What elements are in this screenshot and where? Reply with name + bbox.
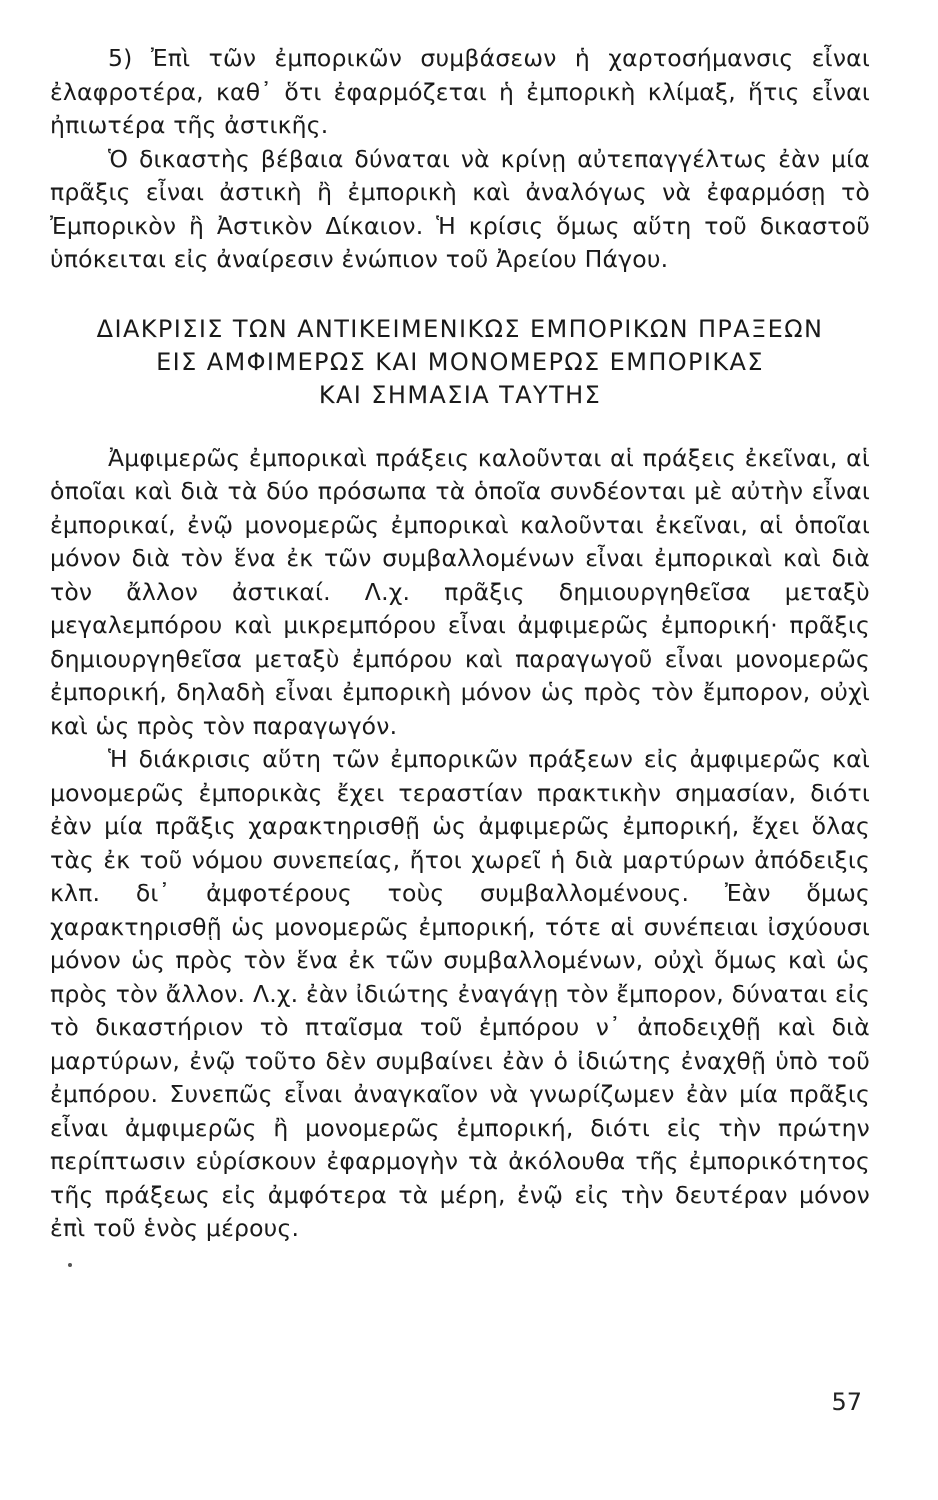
body-paragraph-1: Ἀμφιμερῶς ἐμπορικαὶ πράξεις καλοῦνται αἱ πράξεις ἐκεῖναι, αἱ ὁποῖαι καὶ διὰ τὰ δύο πρόσωπα τὰ ὁποῖα συνδέονται μὲ αὐτὴν εἶναι ἐμπορικαί, ἐνῷ μονομερῶς ἐμπορικαὶ καλοῦνται ἐκεῖναι, αἱ ὁποῖαι μόνον διὰ τὸν ἕνα ἐκ τῶν συμβαλλομένων εἶναι ἐμπορικαὶ καὶ διὰ τὸν ἄλλον ἀστικαί. Λ.χ. πρᾶξις δημιουργηθεῖσα μεταξὺ μεγαλεμπόρου καὶ μικρεμπόρου εἶναι ἀμφιμερῶς ἐμπορική· πρᾶξις δημιουργηθεῖσα μεταξὺ ἐμπόρου καὶ παραγωγοῦ εἶναι μονομερῶς ἐμπορική, δηλαδὴ εἶναι ἐμπορικὴ μόνον ὡς πρὸς τὸν ἔμπορον, οὐχὶ καὶ ὡς πρὸς τὸν παραγωγόν. <box>50 443 870 740</box>
page-number: 57 <box>831 1388 862 1416</box>
section-heading <box>50 313 870 412</box>
section-heading-line-2: ΕΙΣ ΑΜΦΙΜΕΡΩΣ ΚΑΙ ΜΟΝΟΜΕΡΩΣ ΕΜΠΟΡΙΚΑΣ <box>156 347 764 376</box>
ink-speck <box>68 1263 72 1267</box>
intro-paragraph-1: 5) Ἐπὶ τῶν ἐμπορικῶν συμβάσεων ἡ χαρτοσήμανσις εἶναι ἐλαφροτέρα, καθ᾿ ὅτι ἐφαρμόζεται ἡ ἐμπορικὴ κλίμαξ, ἥτις εἶναι ἠπιωτέρα τῆς ἀστικῆς. <box>50 44 870 139</box>
section-heading-line-3: ΚΑΙ ΣΗΜΑΣΙΑ ΤΑΥΤΗΣ <box>318 380 602 409</box>
section-heading-line-1: ΔΙΑΚΡΙΣΙΣ ΤΩΝ ΑΝΤΙΚΕΙΜΕΝΙΚΩΣ ΕΜΠΟΡΙΚΩΝ ΠΡΑΞΕΩΝ <box>96 314 824 343</box>
book-page <box>50 42 870 1482</box>
intro-paragraph-2: Ὁ δικαστὴς βέβαια δύναται νὰ κρίνῃ αὐτεπαγγέλτως ἐὰν μία πρᾶξις εἶναι ἀστικὴ ἢ ἐμπορικὴ καὶ ἀναλόγως νὰ ἐφαρμόσῃ τὸ Ἐμπορικὸν ἢ Ἀστικὸν Δίκαιον. Ἡ κρίσις ὅμως αὕτη τοῦ δικαστοῦ ὑπόκειται εἰς ἀναίρεσιν ἐνώπιον τοῦ Ἀρείου Πάγου. <box>50 144 870 273</box>
body-paragraph-2: Ἡ διάκρισις αὕτη τῶν ἐμπορικῶν πράξεων εἰς ἀμφιμερῶς καὶ μονομερῶς ἐμπορικὰς ἔχει τεραστίαν πρακτικὴν σημασίαν, διότι ἐὰν μία πρᾶξις χαρακτηρισθῇ ὡς ἀμφιμερῶς ἐμπορική, ἔχει ὅλας τὰς ἐκ τοῦ νόμου συνεπείας, ἤτοι χωρεῖ ἡ διὰ μαρτύρων ἀπόδειξις κλπ. δι᾿ ἀμφοτέρους τοὺς συμβαλλομένους. Ἐὰν ὅμως χαρακτηρισθῇ ὡς μονομερῶς ἐμπορική, τότε αἱ συνέπειαι ἰσχύουσι μόνον ὡς πρὸς τὸν ἕνα ἐκ τῶν συμβαλλομένων, οὐχὶ ὅμως καὶ ὡς πρὸς τὸν ἄλλον. Λ.χ. ἐὰν ἰδιώτης ἐναγάγῃ τὸν ἔμπορον, δύναται εἰς τὸ δικαστήριον τὸ πταῖσμα τοῦ ἐμπόρου ν᾿ ἀποδειχθῇ καὶ διὰ μαρτύρων, ἐνῷ τοῦτο δὲν συμβαίνει ἐὰν ὁ ἰδιώτης ἐναχθῇ ὑπὸ τοῦ ἐμπόρου. Συνεπῶς εἶναι ἀναγκαῖον νὰ γνωρίζωμεν ἐὰν μία πρᾶξις εἶναι ἀμφιμερῶς ἢ μονομερῶς ἐμπορική, διότι εἰς τὴν πρώτην περίπτωσιν εὑρίσκουν ἐφαρμογὴν τὰ ἀκόλουθα τῆς ἐμπορικότητος τῆς πράξεως εἰς ἀμφότερα τὰ μέρη, ἐνῷ εἰς τὴν δευτέραν μόνον ἐπὶ τοῦ ἑνὸς μέρους. <box>50 745 870 1242</box>
